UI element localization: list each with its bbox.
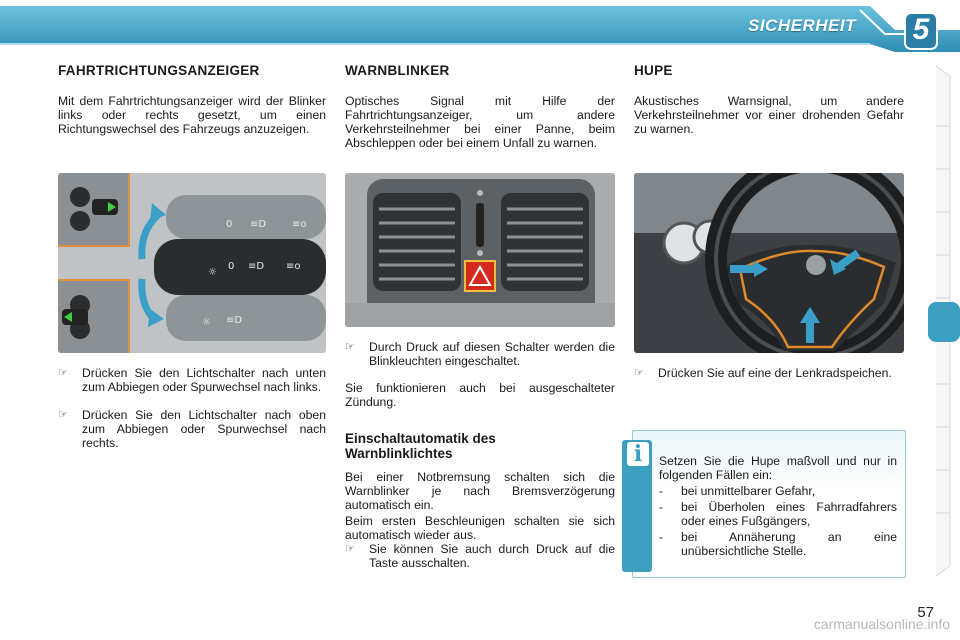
svg-text:≡o: ≡o — [292, 219, 307, 230]
hazard-switch-photo — [345, 173, 615, 327]
pointing-hand-icon: ☞ — [345, 543, 355, 555]
svg-text:≡D: ≡D — [226, 315, 243, 326]
para-zuendung: Sie funktionieren auch bei ausgeschalteter Zündung. — [345, 381, 615, 409]
para-notbremsung: Bei einer Notbremsung schalten sich die Warnblinker je nach Bremsverzögerung automatisch ein. — [345, 470, 615, 512]
chapter-tab-strip — [926, 66, 960, 576]
svg-text:0: 0 — [226, 219, 233, 230]
heading-hupe: HUPE — [634, 63, 673, 78]
intro-fahrtrichtungsanzeiger: Mit dem Fahrtrichtungsanzeiger wird der Blinker links oder rechts gesetzt, um einen Richtungswechsel des Fahrzeugs anzuzeigen. — [58, 94, 326, 136]
intro-hupe: Akustisches Warnsignal, um andere Verkehrsteilnehmer vor einer drohenden Gefahr zu warnen. — [634, 94, 904, 136]
chapter-number: 5 — [912, 13, 930, 46]
svg-text:≡D: ≡D — [250, 219, 267, 230]
pointing-hand-icon: ☞ — [634, 367, 644, 379]
section-title: SICHERHEIT — [748, 16, 856, 35]
bullet-lichtschalter-oben: ☞ Drücken Sie den Lichtschalter nach oben zum Abbiegen oder Spurwechsel nach rechts. — [58, 408, 326, 450]
svg-text:☼: ☼ — [202, 317, 211, 328]
pointing-hand-icon: ☞ — [58, 367, 68, 379]
pointing-hand-icon: ☞ — [345, 341, 355, 353]
bullet-warnblinker-schalter: ☞ Durch Druck auf diesen Schalter werden die Blinkleuchten eingeschaltet. — [345, 340, 615, 368]
pointing-hand-icon: ☞ — [58, 409, 68, 421]
bullet-lenkradspeichen: ☞ Drücken Sie auf eine der Lenkradspeichen. — [634, 366, 892, 380]
page-number: 57 — [917, 604, 934, 621]
svg-text:☼: ☼ — [208, 267, 217, 278]
heading-fahrtrichtungsanzeiger: FAHRTRICHTUNGSANZEIGER — [58, 63, 260, 78]
intro-warnblinker: Optisches Signal mit Hilfe der Fahrtrichtungsanzeiger, um andere Verkehrsteilnehmer bei einer Panne, beim Abschleppen oder bei einem Unfall zu warnen. — [345, 94, 615, 150]
info-intro: Setzen Sie die Hupe maßvoll und nur in folgenden Fällen ein: — [659, 454, 897, 482]
svg-text:0: 0 — [228, 261, 235, 272]
bullet-ausschalten: ☞ Sie können Sie auch durch Druck auf die Taste ausschalten. — [345, 542, 615, 570]
heading-warnblinker: WARNBLINKER — [345, 63, 450, 78]
para-beschleunigen: Beim ersten Beschleunigen schalten sie sich automatisch wieder aus. — [345, 514, 615, 542]
subheading-einschaltautomatik: Einschaltautomatik des Warnblinklichtes — [345, 431, 496, 461]
svg-text:≡D: ≡D — [248, 261, 265, 272]
info-icon: i — [627, 442, 649, 466]
bullet-lichtschalter-unten: ☞ Drücken Sie den Lichtschalter nach unten zum Abbiegen oder Spurwechsel nach links. — [58, 366, 326, 394]
steering-wheel-photo — [634, 173, 904, 353]
watermark: carmanualsonline.info — [813, 616, 950, 632]
svg-text:≡o: ≡o — [286, 261, 301, 272]
turn-signal-stalk-photo — [58, 173, 326, 353]
